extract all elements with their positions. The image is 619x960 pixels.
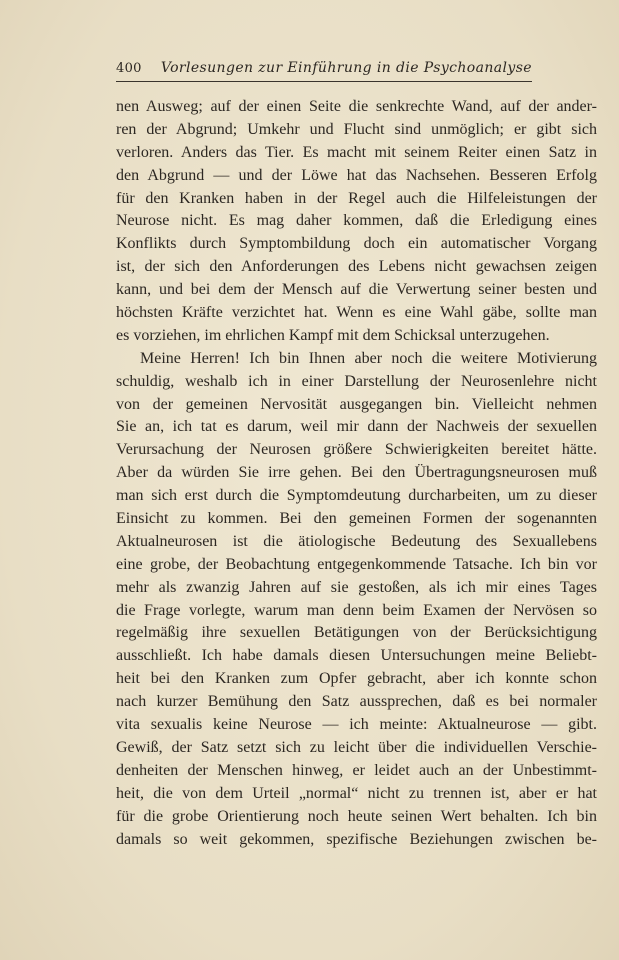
text-line: ren der Abgrund; Umkehr und Flucht sind unmöglich; er gibt sich xyxy=(116,120,597,138)
text-line: Aber da würden Sie irre gehen. Bei den Übertragungsneurosen muß xyxy=(116,464,597,482)
text-line: höchsten Kräfte verzichtet hat. Wenn es eine Wahl gäbe, sollte man xyxy=(116,304,597,322)
text-line: schuldig, weshalb ich in einer Darstellung der Neurosenlehre nicht xyxy=(116,372,597,390)
text-line: verloren. Anders das Tier. Es macht mit seinem Reiter einen Satz in xyxy=(116,143,597,161)
text-line: denheiten der Menschen hinweg, er leidet auch an der Unbestimmt- xyxy=(116,761,597,779)
text-line: ist, der sich den Anforderungen des Lebens nicht gewachsen zeigen xyxy=(116,258,597,276)
text-line: Gewiß, der Satz setzt sich zu leicht über die individuellen Verschie- xyxy=(116,738,597,756)
text-line: Aktualneurosen ist die ätiologische Bedeutung des Sexuallebens xyxy=(116,532,597,550)
text-line: von der gemeinen Nervosität ausgegangen bin. Vielleicht nehmen xyxy=(116,395,597,413)
text-line: den Abgrund — und der Löwe hat das Nachsehen. Besseren Erfolg xyxy=(116,166,597,184)
text-line: heit, die von dem Urteil „normal“ nicht zu trennen ist, aber er hat xyxy=(116,784,597,802)
text-line: damals so weit gekommen, spezifische Beziehungen zwischen be- xyxy=(116,830,597,848)
page-number: 400 xyxy=(116,61,142,76)
page-header xyxy=(116,58,532,82)
text-line: mehr als zwanzig Jahren auf sie gestoßen, als ich mir eines Tages xyxy=(116,578,597,596)
text-line: vita sexualis keine Neurose — ich meinte: Aktualneurose — gibt. xyxy=(116,716,597,734)
text-line: Verursachung der Neurosen größere Schwierigkeiten bereitet hätte. xyxy=(116,441,597,459)
text-line: Konflikts durch Symptombildung doch ein automatischer Vorgang xyxy=(116,235,597,253)
text-line: regelmäßig ihre sexuellen Betätigungen von der Berücksichtigung xyxy=(116,624,597,642)
text-line: eine grobe, der Beobachtung entgegenkommende Tatsache. Ich bin vor xyxy=(116,555,597,573)
text-line: für den Kranken haben in der Regel auch die Hilfeleistungen der xyxy=(116,189,597,207)
text-line: ausschließt. Ich habe damals diesen Untersuchungen meine Beliebt- xyxy=(116,647,597,665)
text-line: Neurose nicht. Es mag daher kommen, daß die Erledigung eines xyxy=(116,212,597,230)
text-line: kann, und bei dem der Mensch auf die Verwertung seiner besten und xyxy=(116,281,597,299)
text-line: es vorziehen, im ehrlichen Kampf mit dem Schicksal unterzugehen. xyxy=(116,326,550,344)
text-line: für die grobe Orientierung noch heute seinen Wert behalten. Ich bin xyxy=(116,807,597,825)
text-line: nen Ausweg; auf der einen Seite die senkrechte Wand, auf der ander- xyxy=(116,98,597,115)
text-line: man sich erst durch die Symptomdeutung durcharbeiten, um zu dieser xyxy=(116,487,597,505)
text-line: die Frage vorlegte, warum man denn beim Examen der Nervösen so xyxy=(116,601,597,619)
running-title: Vorlesungen zur Einführung in die Psychoanalyse xyxy=(160,60,532,76)
text-line: Sie an, ich tat es darum, weil mir dann der Nachweis der sexuellen xyxy=(116,418,597,436)
text-line: Einsicht zu kommen. Bei den gemeinen Formen der sogenannten xyxy=(116,510,597,528)
body-text xyxy=(116,96,597,851)
text-line: nach kurzer Bemühung den Satz aussprechen, daß es bei normaler xyxy=(116,693,597,711)
text-line: Meine Herren! Ich bin Ihnen aber noch die weitere Motivierung xyxy=(140,349,597,367)
header-rule xyxy=(116,81,532,82)
text-line: heit bei den Kranken zum Opfer gebracht, aber ich konnte schon xyxy=(116,670,597,688)
